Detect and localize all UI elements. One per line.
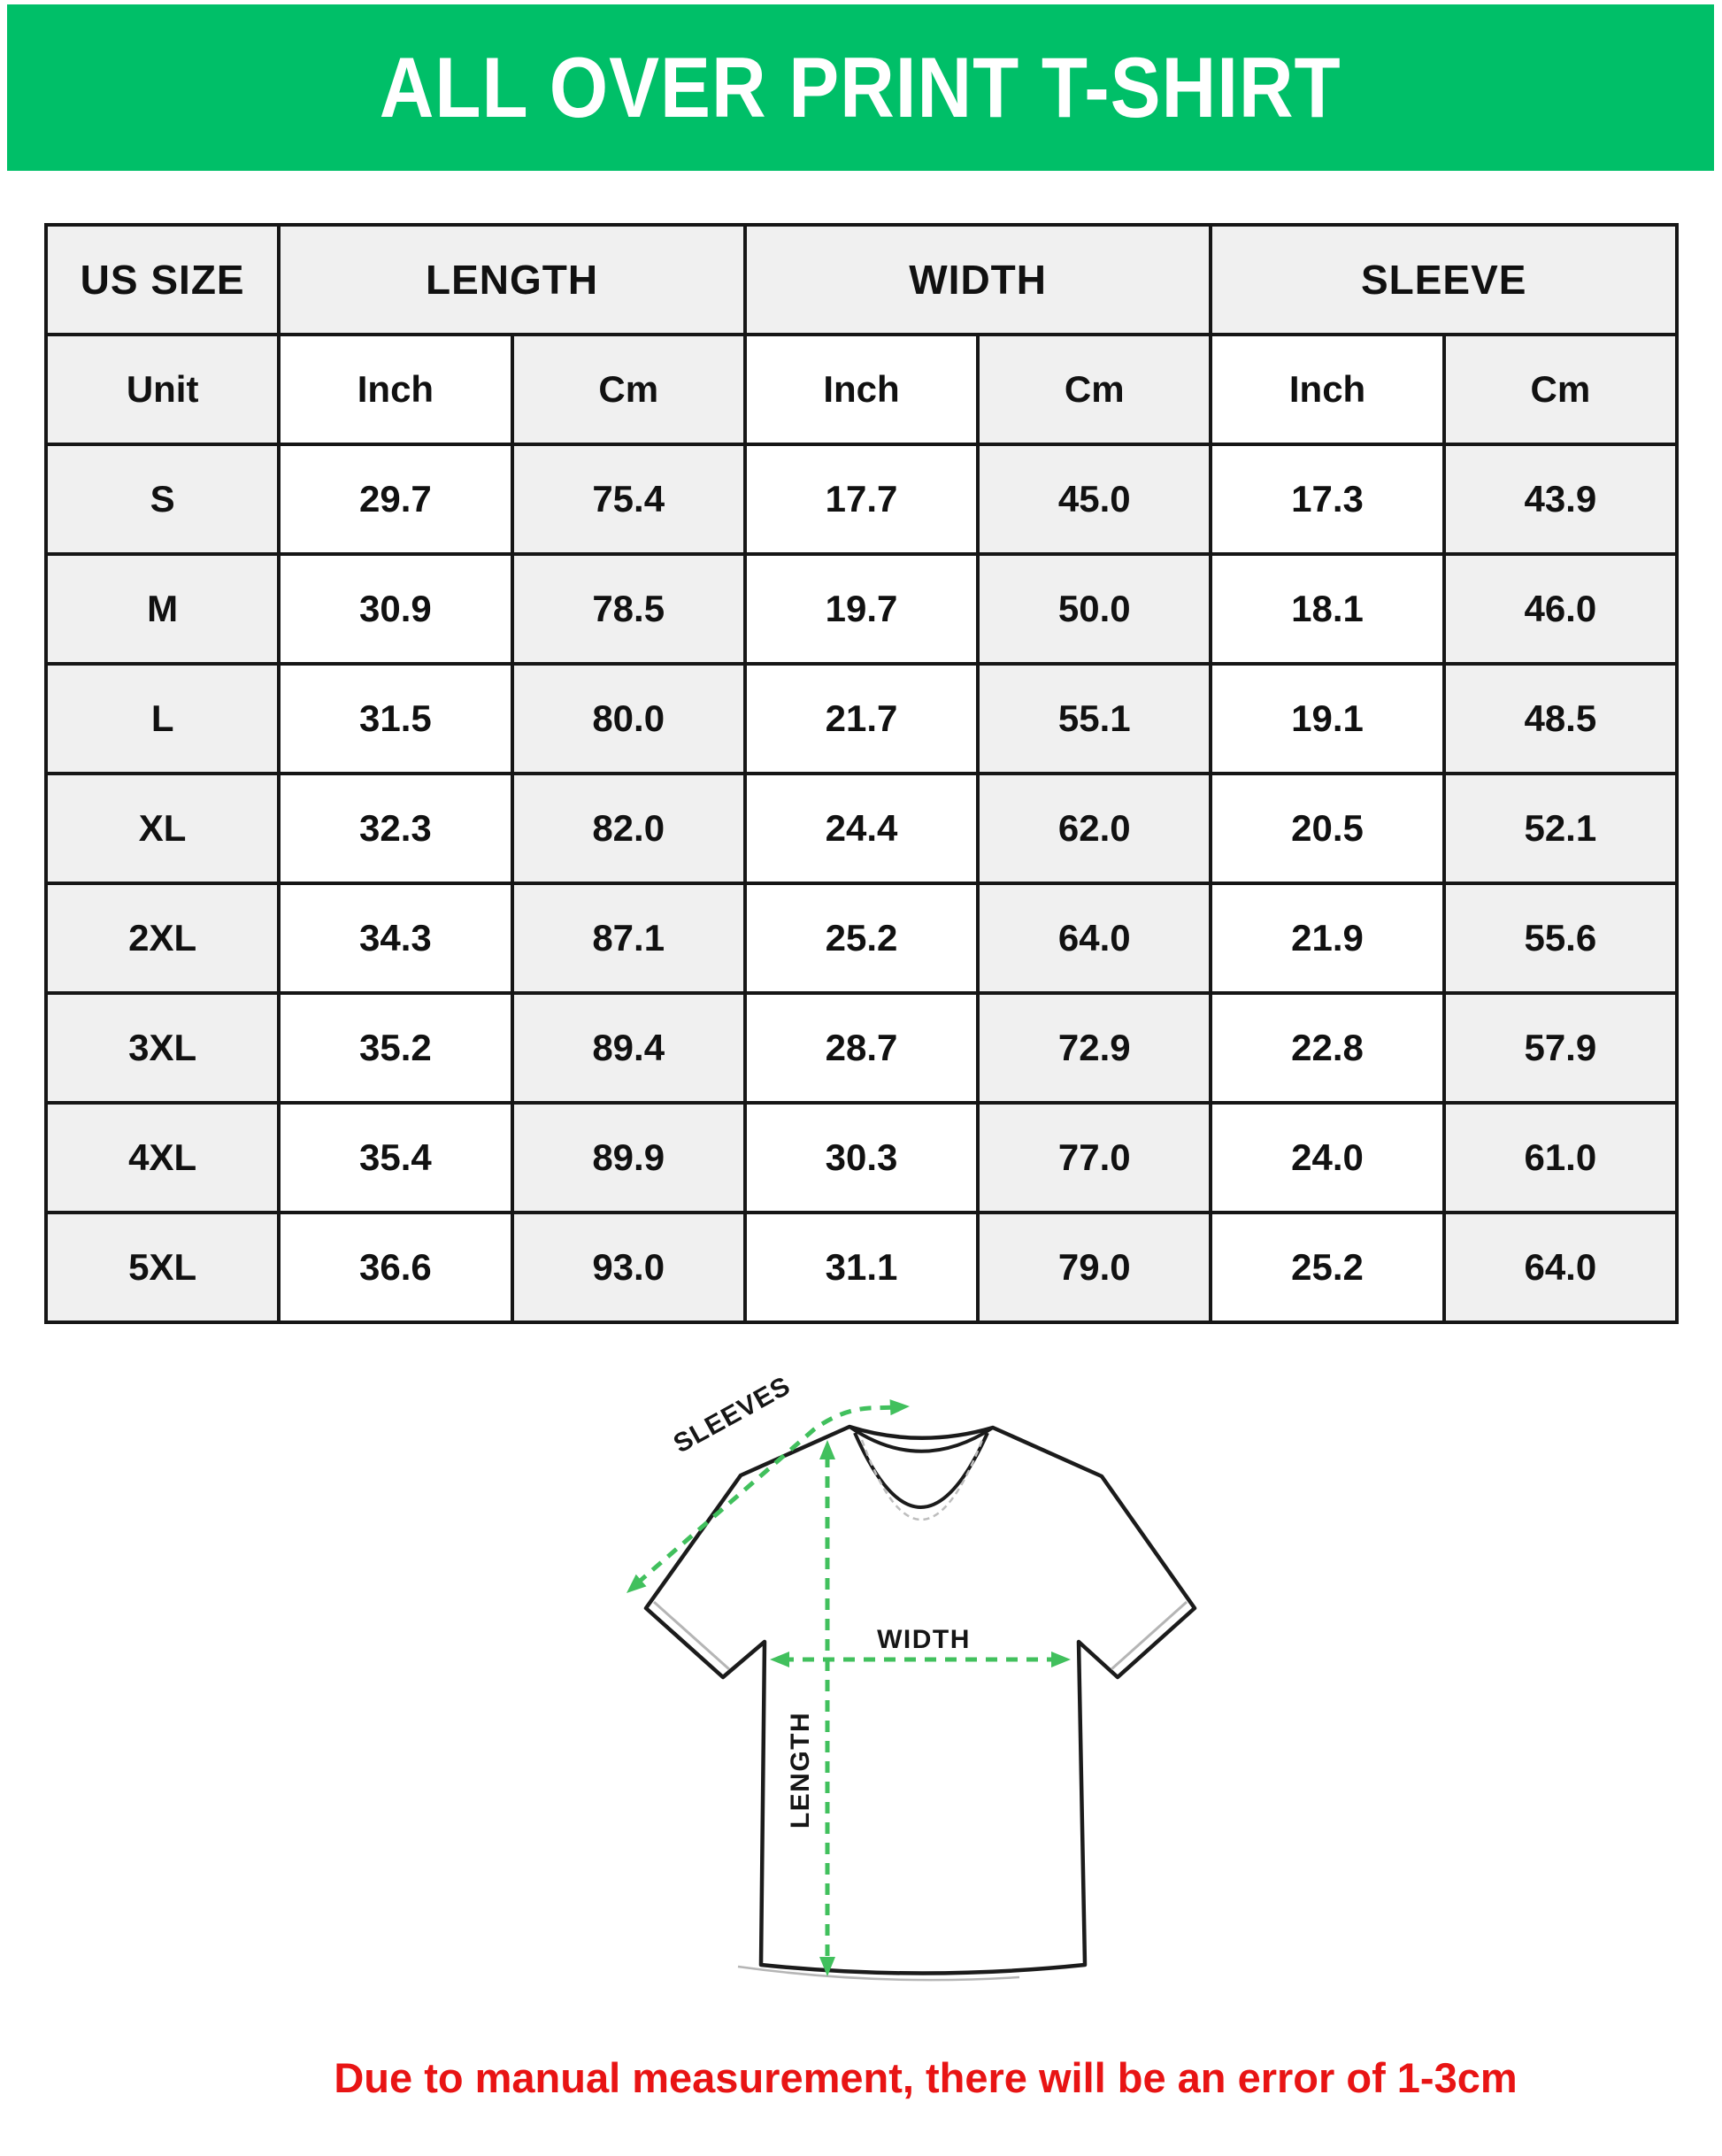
unit-cell: Cm [512, 335, 745, 444]
cell: 87.1 [512, 883, 745, 993]
table-header-row [46, 225, 1677, 335]
col-header-us-size: US SIZE [46, 225, 279, 335]
cell: 32.3 [279, 774, 511, 883]
cell: 89.9 [512, 1103, 745, 1213]
cell: 21.9 [1211, 883, 1443, 993]
cell: 29.7 [279, 444, 511, 554]
size-label: 4XL [46, 1103, 279, 1213]
cell: 35.2 [279, 993, 511, 1103]
size-row-2xl [46, 883, 1677, 993]
cell: 62.0 [978, 774, 1211, 883]
cell: 77.0 [978, 1103, 1211, 1213]
cell: 64.0 [978, 883, 1211, 993]
cell: 24.4 [745, 774, 978, 883]
unit-cell: Inch [1211, 335, 1443, 444]
sleeves-label: SLEEVES [668, 1376, 796, 1459]
sleeve-arrow-top [890, 1398, 911, 1415]
cell: 55.6 [1444, 883, 1677, 993]
cell: 45.0 [978, 444, 1211, 554]
cell: 31.5 [279, 664, 511, 774]
size-row-5xl [46, 1213, 1677, 1322]
cell: 35.4 [279, 1103, 511, 1213]
page-title: ALL OVER PRINT T-SHIRT [380, 38, 1341, 135]
cell: 78.5 [512, 554, 745, 664]
tshirt-measurement-diagram [603, 1376, 1223, 2022]
cell: 21.7 [745, 664, 978, 774]
unit-cell: Unit [46, 335, 279, 444]
cell: 36.6 [279, 1213, 511, 1322]
cell: 57.9 [1444, 993, 1677, 1103]
unit-cell: Inch [745, 335, 978, 444]
size-label: 5XL [46, 1213, 279, 1322]
size-label: 2XL [46, 883, 279, 993]
cell: 93.0 [512, 1213, 745, 1322]
size-label: M [46, 554, 279, 664]
size-row-4xl [46, 1103, 1677, 1213]
cell: 80.0 [512, 664, 745, 774]
width-label: WIDTH [877, 1625, 971, 1654]
cell: 25.2 [1211, 1213, 1443, 1322]
size-label: 3XL [46, 993, 279, 1103]
cell: 17.7 [745, 444, 978, 554]
cell: 64.0 [1444, 1213, 1677, 1322]
unit-row [46, 335, 1677, 444]
cell: 75.4 [512, 444, 745, 554]
size-chart-table [44, 223, 1679, 1324]
size-label: S [46, 444, 279, 554]
cell: 28.7 [745, 993, 978, 1103]
cell: 24.0 [1211, 1103, 1443, 1213]
size-row-m [46, 554, 1677, 664]
cell: 72.9 [978, 993, 1211, 1103]
tshirt-svg [603, 1376, 1223, 2022]
cell: 34.3 [279, 883, 511, 993]
size-row-l [46, 664, 1677, 774]
cell: 31.1 [745, 1213, 978, 1322]
cell: 48.5 [1444, 664, 1677, 774]
cell: 30.3 [745, 1103, 978, 1213]
cell: 25.2 [745, 883, 978, 993]
size-row-s [46, 444, 1677, 554]
col-header-length: LENGTH [279, 225, 745, 335]
unit-cell: Inch [279, 335, 511, 444]
col-header-sleeve: SLEEVE [1211, 225, 1677, 335]
unit-cell: Cm [1444, 335, 1677, 444]
cell: 46.0 [1444, 554, 1677, 664]
size-row-3xl [46, 993, 1677, 1103]
cell: 18.1 [1211, 554, 1443, 664]
cell: 52.1 [1444, 774, 1677, 883]
unit-cell: Cm [978, 335, 1211, 444]
cell: 17.3 [1211, 444, 1443, 554]
length-label: LENGTH [786, 1711, 815, 1829]
cell: 19.7 [745, 554, 978, 664]
cell: 22.8 [1211, 993, 1443, 1103]
cell: 89.4 [512, 993, 745, 1103]
size-row-xl [46, 774, 1677, 883]
cell: 20.5 [1211, 774, 1443, 883]
size-label: L [46, 664, 279, 774]
cell: 43.9 [1444, 444, 1677, 554]
cell: 50.0 [978, 554, 1211, 664]
size-label: XL [46, 774, 279, 883]
measurement-disclaimer: Due to manual measurement, there will be an error of 1-3cm [334, 2054, 1518, 2101]
cell: 82.0 [512, 774, 745, 883]
cell: 30.9 [279, 554, 511, 664]
col-header-width: WIDTH [745, 225, 1211, 335]
cell: 55.1 [978, 664, 1211, 774]
title-banner [7, 4, 1714, 171]
cell: 61.0 [1444, 1103, 1677, 1213]
cell: 19.1 [1211, 664, 1443, 774]
cell: 79.0 [978, 1213, 1211, 1322]
